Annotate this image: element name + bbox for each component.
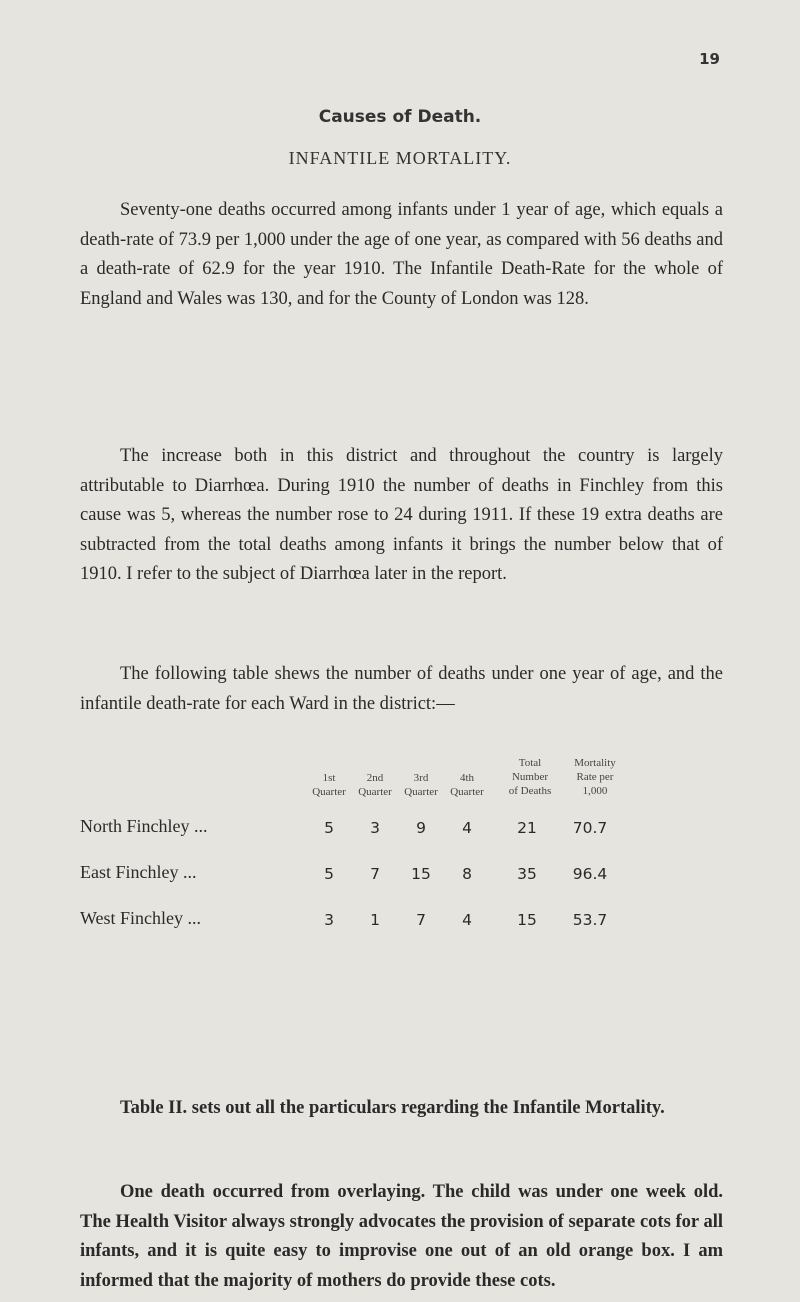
cell-2nd-quarter: 3	[370, 819, 380, 837]
header-line: Number	[511, 771, 549, 783]
cell-1st-quarter: 5	[324, 819, 334, 837]
cell-mortality-rate: 96.4	[572, 865, 608, 883]
cell-2nd-quarter: 1	[370, 911, 380, 929]
header-line: Quarter	[358, 786, 392, 798]
table-row	[80, 862, 730, 890]
cell-mortality-rate: 53.7	[572, 911, 608, 929]
ward-name: West Finchley ...	[80, 908, 202, 928]
header-line: Quarter	[404, 786, 438, 798]
cell-3rd-quarter: 7	[416, 911, 426, 929]
header-line: of Deaths	[508, 785, 552, 797]
cell-mortality-rate: 70.7	[572, 819, 608, 837]
paragraph-diarrhoea-increase: The increase both in this district and throughout the country is largely attributable to Diarrhœa. During 1910 the number of deaths in Finchley from this cause was 5, whereas the number rose to 24 during 1911. If these 19 extra deaths are subtracted from the total deaths among infants it brings the number below that of 1910. I refer to the subject of Diarrhœa later in the report.	[80, 446, 723, 584]
ward-name: East Finchley ...	[80, 862, 197, 882]
header-mortality-rate	[560, 756, 630, 798]
header-line: Mortality	[574, 757, 616, 769]
page-number: 19	[699, 50, 720, 68]
cell-1st-quarter: 3	[324, 911, 334, 929]
paragraph-table-ii-note: Table II. sets out all the particulars regarding the Infantile Mortality.	[120, 1098, 665, 1118]
page-heading: Causes of Death.	[318, 107, 482, 127]
table-row	[80, 816, 730, 844]
cell-total-deaths: 35	[517, 865, 537, 883]
header-line: 2nd	[366, 772, 384, 784]
cell-total-deaths: 15	[517, 911, 537, 929]
header-line: Quarter	[450, 786, 484, 798]
table-row	[80, 908, 730, 936]
cell-2nd-quarter: 7	[370, 865, 380, 883]
cell-3rd-quarter: 9	[416, 819, 426, 837]
paragraph-infant-deaths: Seventy-one deaths occurred among infants under 1 year of age, which equals a death-rate of 73.9 per 1,000 under the age of one year, as compared with 56 deaths and a death-rate of 62.9 for the year 1910. The Infantile Death-Rate for the whole of England and Wales was 130, and for the County of London was 128.	[80, 200, 723, 309]
header-4th-quarter	[437, 771, 497, 799]
paragraph-table-intro: The following table shews the number of deaths under one year of age, and the infantile death-rate for each Ward in the district:—	[80, 664, 723, 714]
ward-name: North Finchley ...	[80, 816, 208, 836]
cell-4th-quarter: 8	[462, 865, 472, 883]
paragraph-overlaying: One death occurred from overlaying. The child was under one week old. The Health Visitor always strongly advocates the provision of separate cots for all infants, and it is quite easy to improvise one out of an old orange box. I am informed that the majority of mothers do provide these cots.	[80, 1182, 723, 1291]
cell-total-deaths: 21	[517, 819, 537, 837]
header-line: 1st	[322, 772, 336, 784]
header-total-deaths	[497, 756, 563, 798]
header-line: 1,000	[582, 785, 608, 797]
header-line: Total	[518, 757, 542, 769]
cell-1st-quarter: 5	[324, 865, 334, 883]
header-line: 4th	[459, 772, 475, 784]
header-line: Quarter	[312, 786, 346, 798]
header-line: Rate per	[576, 771, 614, 783]
header-line: 3rd	[413, 772, 429, 784]
cell-3rd-quarter: 15	[411, 865, 431, 883]
cell-4th-quarter: 4	[462, 911, 472, 929]
section-subheading: INFANTILE MORTALITY.	[288, 148, 512, 168]
cell-4th-quarter: 4	[462, 819, 472, 837]
